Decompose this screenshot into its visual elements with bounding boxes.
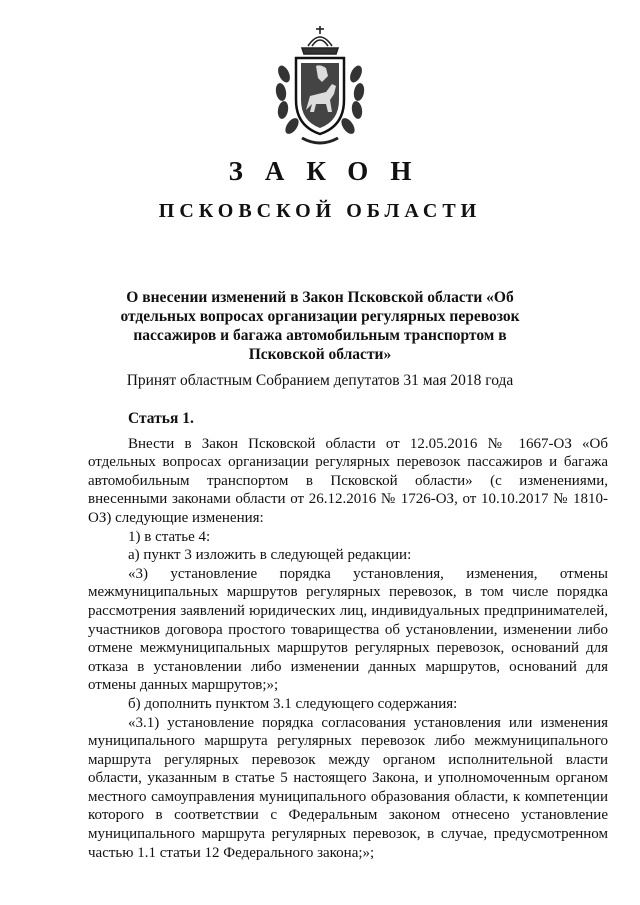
article-body	[88, 410, 608, 862]
paragraph: а) пункт 3 изложить в следующей редакции:	[128, 547, 412, 564]
paragraph: Внести в Закон Псковской области от 12.05.2016 № 1667-ОЗ «Об отдельных вопросах организации регулярных перевозок пассажиров и багажа автомобильным транспортом в Псковской области» (с изменениями, внесенными законами области от 26.12.2016 № 1726-ОЗ, от 10.10.2017 № 1810-ОЗ) следующие изменения:	[88, 435, 608, 526]
pskov-coat-of-arms-icon	[272, 24, 368, 152]
paragraph: «3.1) установление порядка согласования установления или изменения муниципального маршрута регулярных перевозок либо межмуниципального маршрута регулярных перевозок между органом исполнительной власти области, указанным в статье 5 настоящего Закона, и уполномоченным органом местного самоуправления муниципального образования области, к компетенции которого в соответствии с Федеральным законом отнесено установление муниципального маршрута регулярных перевозок, в случае, предусмотренном частью 1.1 статьи 12 Федерального закона;»;	[88, 714, 608, 861]
document-title: ЗАКОН	[228, 156, 434, 186]
paragraph: б) дополнить пунктом 3.1 следующего содержания:	[128, 695, 458, 712]
adoption-line: Принят областным Собранием депутатов 31 мая 2018 года	[126, 372, 514, 389]
document-subtitle: ПСКОВСКОЙ ОБЛАСТИ	[158, 200, 482, 222]
article-heading: Статья 1.	[128, 410, 194, 427]
law-subject: О внесении изменений в Закон Псковской области «Об отдельных вопросах организации регулярных перевозок пассажиров и багажа автомобильным транспортом в Псковской области»	[120, 289, 520, 363]
paragraph: «3) установление порядка установления, изменения, отмены межмуниципальных маршрутов регулярных перевозок, в том числе порядка рассмотрения заявлений юридических лиц, индивидуальных предпринимателей, участников договора простого товарищества об установлении, изменении либо отмене межмуниципальных маршрутов регулярных перевозок, оснований для отказа в установлении либо изменении данных маршрутов, оснований для отмены данных маршрутов;»;	[88, 565, 608, 694]
paragraph: 1) в статье 4:	[128, 528, 211, 545]
